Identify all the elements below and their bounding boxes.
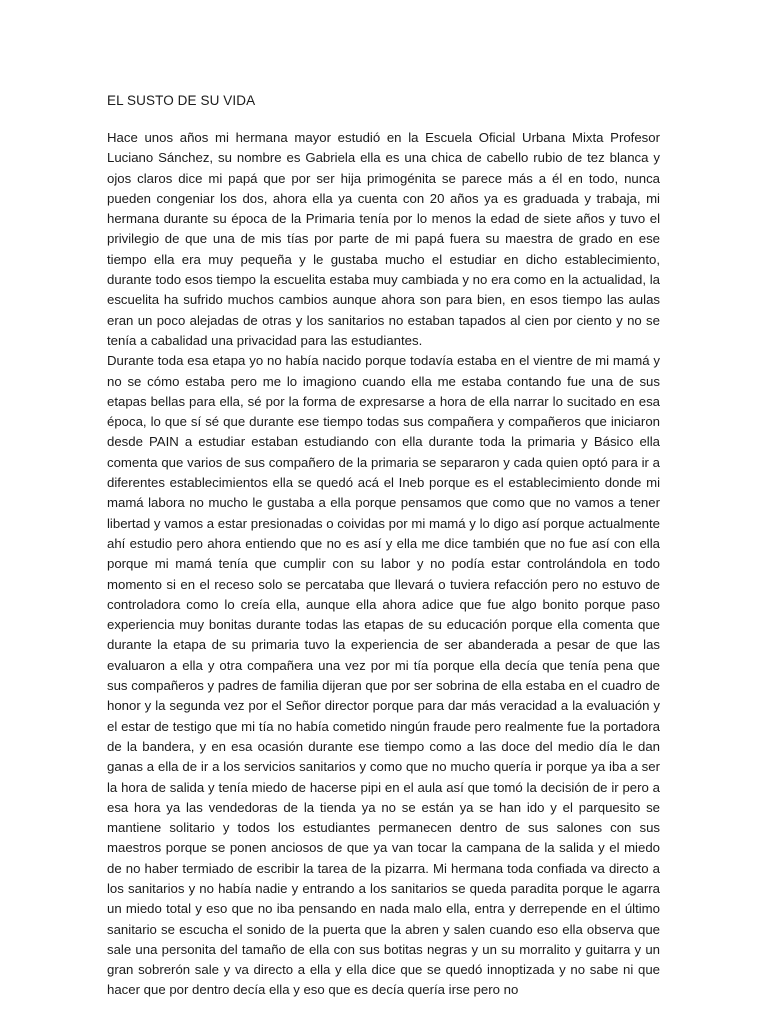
paragraph-2: Durante toda esa etapa yo no había nacido porque todavía estaba en el vientre de mi mamá y no se cómo estaba pero me lo imagiono cuando ella me estaba contando fue una de sus etapas bellas para ella, sé por la forma de expresarse a hora de ella narrar lo sucitado en esa época, lo que sí sé que durante ese tiempo todas sus compañera y compañeros que iniciaron desde PAIN a estudiar estaban estudiando con ella durante toda la primaria y Básico ella comenta que varios de sus compañero de la primaria se separaron y cada quien optó para ir a diferentes establecimientos ella se quedó acá el Ineb porque es el establecimiento donde mi mamá labora no mucho le gustaba a ella porque pensamos que como que no vamos a tener libertad y vamos a estar presionadas o coividas por mi mamá y lo digo así porque actualmente ahí estudio pero ahora entiendo que no es así y ella me dice también que no fue así con ella porque mi mamá tenía que cumplir con su labor y no podía estar controlándola en todo momento si en el receso solo se percataba que llevará o tuviera refacción pero no estuvo de controladora como lo creía ella, aunque ella ahora adice que fue algo bonito porque paso experiencia muy bonitas durante todas las etapas de su educación porque ella comenta que durante la etapa de su primaria tuvo la experiencia de ser abanderada a pesar de que las evaluaron a ella y otra compañera una vez por mi tía porque ella decía que tenía pena que sus compañeros y padres de familia dijeran que por ser sobrina de ella estaba en el cuadro de honor y la segunda vez por el Señor director porque para dar más veracidad a la evaluación y el estar de testigo que mi tía no había cometido ningún fraude pero realmente fue la portadora de la bandera, y en esa ocasión durante ese tiempo como a las doce del medio día le dan ganas a ella de ir a los servicios sanitarios y como que no mucho quería ir porque ya iba a ser la hora de salida y tenía miedo de hacerse pipi en el aula así que tomó la decisión de ir pero a esa hora ya las vendedoras de la tienda ya no se están ya se han ido y el parquesito se mantiene solitario y todos los estudiantes permanecen dentro de sus salones con sus maestros porque se ponen anciosos de que ya van tocar la campana de la salida y el miedo de no haber termiado de escribir la tarea de la pizarra. Mi hermana toda confiada va directo a los sanitarios y no había nadie y entrando a los sanitarios se queda paradita porque le agarra un miedo total y eso que no iba pensando en nada malo ella, entra y derrepende en el último sanitario se escucha el sonido de la puerta que la abren y salen cuando eso ella observa que sale una personita del tamaño de ella con sus botitas negras y un su morralito y guitarra y un gran sobrerón sale y va directo a ella y ella dice que se quedó innoptizada y no sabe ni que hacer que por dentro decía ella y eso que es decía quería irse pero no (107, 353, 660, 998)
paragraph-1: Hace unos años mi hermana mayor estudió en la Escuela Oficial Urbana Mixta Profesor Luciano Sánchez, su nombre es Gabriela ella es una chica de cabello rubio de tez blanca y ojos claros dice mi papá que por ser hija primogénita se parece más a él en todo, nunca pueden congeniar los dos, ahora ella ya cuenta con 20 años ya es graduada y trabaja, mi hermana durante su época de la Primaria tenía por lo menos la edad de siete años y tuvo el privilegio de que una de mis tías por parte de mi papá fuera su maestra de grado en ese tiempo ella era muy pequeña y le gustaba mucho el estudiar en dicho establecimiento, durante todo esos tiempo la escuelita estaba muy cambiada y no era como en la actualidad, la escuelita ha sufrido muchos cambios aunque ahora son para bien, en esos tiempo las aulas eran un poco alejadas de otras y los sanitarios no estaban tapados al cien por ciento y no se tenía a cabalidad una privacidad para las estudiantes. (107, 130, 660, 348)
document-body (107, 128, 660, 1001)
document-title: EL SUSTO DE SU VIDA (107, 93, 256, 108)
